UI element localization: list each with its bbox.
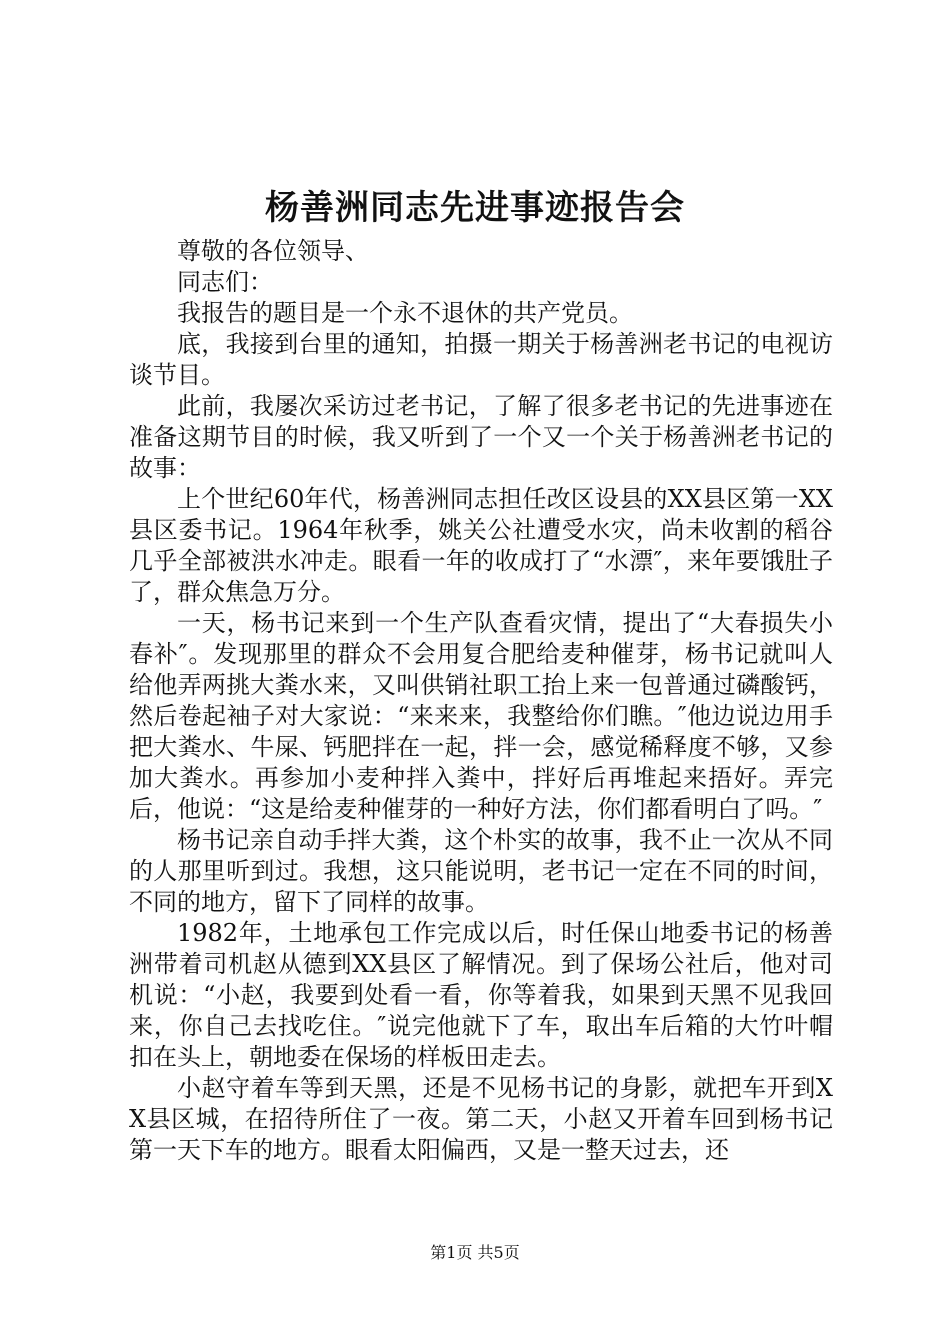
- paragraph: 同志们：: [177, 268, 273, 296]
- paragraph: 我报告的题目是一个永不退休的共产党员。: [177, 299, 633, 327]
- paragraph: 底，我接到台里的通知，拍摄一期关于杨善洲老书记的电视访谈节目。: [129, 330, 833, 389]
- document-body: [129, 236, 833, 1166]
- document-title: 杨善洲同志先进事迹报告会: [265, 188, 685, 228]
- paragraph: 上个世纪60年代，杨善洲同志担任改区设县的XX县区第一XX县区委书记。1964年秋季，姚关公社遭受水灾，尚未收割的稻谷几乎全部被洪水冲走。眼看一年的收成打了“水漂″，来年要饿肚子了，群众焦急万分。: [129, 485, 833, 606]
- paragraph: 尊敬的各位领导、: [177, 237, 369, 265]
- paragraph: 小赵守着车等到天黑，还是不见杨书记的身影，就把车开到XX县区城，在招待所住了一夜。第二天，小赵又开着车回到杨书记第一天下车的地方。眼看太阳偏西，又是一整天过去，还: [129, 1074, 833, 1164]
- paragraph: 一天，杨书记来到一个生产队查看灾情，提出了“大春损失小春补″。发现那里的群众不会用复合肥给麦种催芽，杨书记就叫人给他弄两挑大粪水来，又叫供销社职工抬上来一包普通过磷酸钙，然后卷起袖子对大家说：“来来来，我整给你们瞧。″他边说边用手把大粪水、牛屎、钙肥拌在一起，拌一会，感觉稀释度不够，又参加大粪水。再参加小麦种拌入粪中，拌好后再堆起来捂好。弄完后，他说：“这是给麦种催芽的一种好方法，你们都看明白了吗。″: [129, 609, 833, 823]
- page-number-footer: 第1页 共5页: [430, 1243, 520, 1262]
- paragraph: 1982年，土地承包工作完成以后，时任保山地委书记的杨善洲带着司机赵从德到XX县区了解情况。到了保场公社后，他对司机说：“小赵，我要到处看一看，你等着我，如果到天黑不见我回来，你自己去找吃住。″说完他就下了车，取出车后箱的大竹叶帽扣在头上，朝地委在保场的样板田走去。: [129, 919, 833, 1071]
- paragraph: 杨书记亲自动手拌大粪，这个朴实的故事，我不止一次从不同的人那里听到过。我想，这只能说明，老书记一定在不同的时间，不同的地方，留下了同样的故事。: [129, 826, 833, 916]
- paragraph: 此前，我屡次采访过老书记，了解了很多老书记的先进事迹在准备这期节目的时候，我又听到了一个又一个关于杨善洲老书记的故事：: [129, 392, 833, 482]
